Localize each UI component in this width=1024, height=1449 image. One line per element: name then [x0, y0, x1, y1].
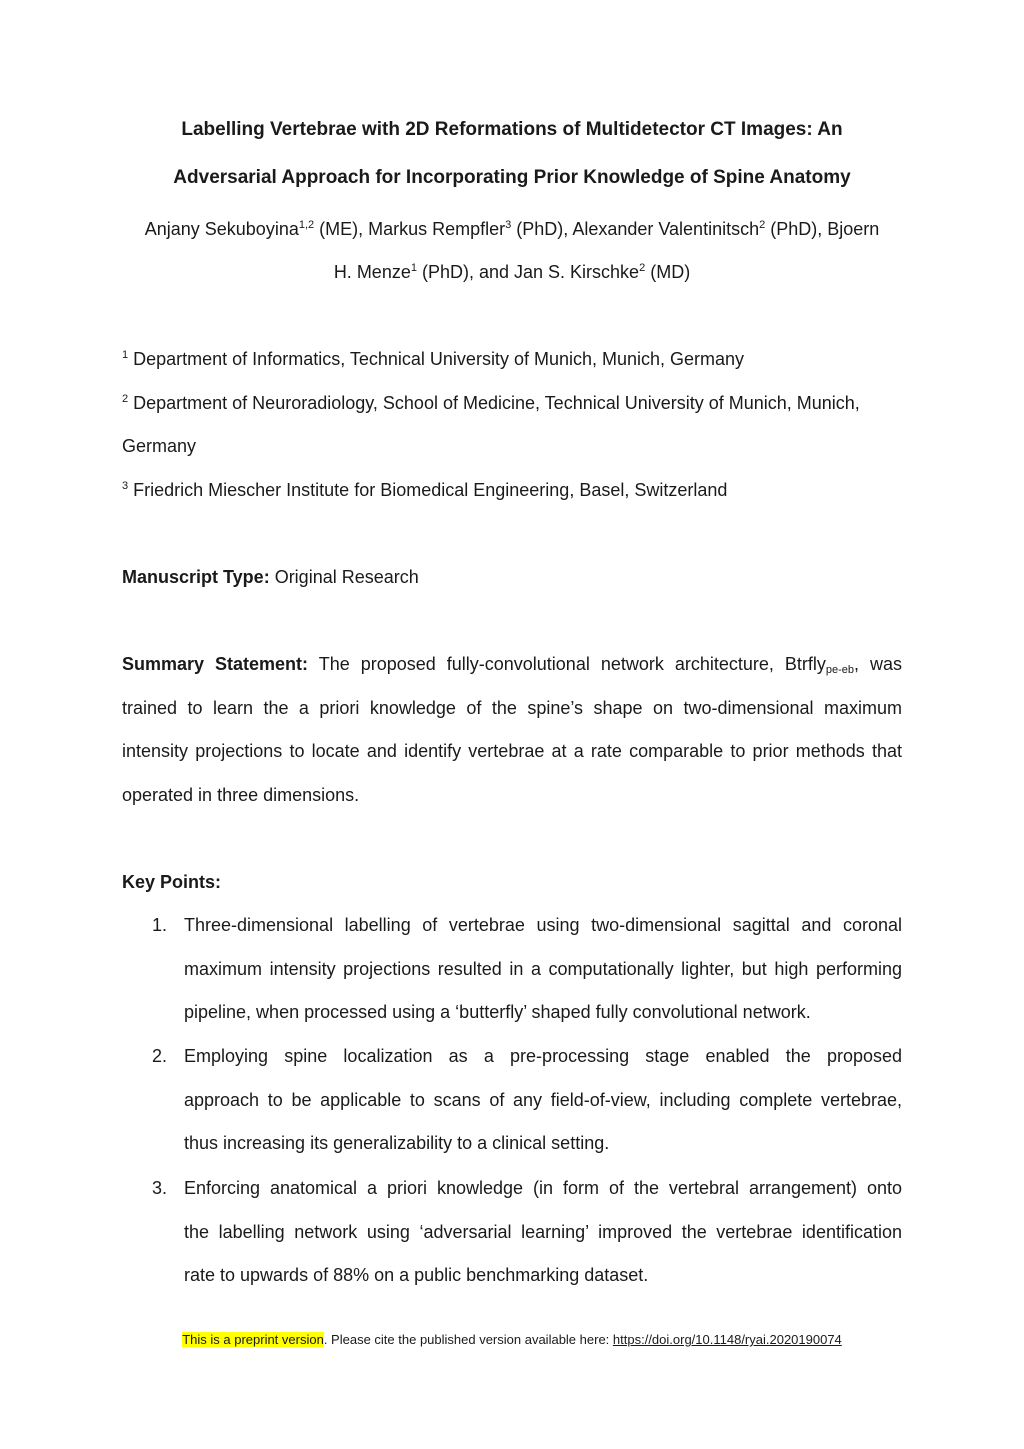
- key-point-1-line-2: maximum intensity projections resulted in a computationally lighter, but high performing: [184, 959, 902, 979]
- affiliation-number: 2: [122, 393, 129, 405]
- affiliation-3: [122, 480, 902, 501]
- summary-text-end: , was: [854, 654, 902, 674]
- author-affil-sup: 2: [759, 219, 766, 231]
- key-point-3-line-2: the labelling network using ‘adversarial learning’ improved the vertebrae identification: [184, 1222, 902, 1242]
- key-point-2-line-2: approach to be applicable to scans of any field-of-view, including complete vertebrae,: [184, 1090, 902, 1110]
- preprint-note: . Please cite the published version available here:: [323, 1332, 613, 1347]
- key-point-2-line-3: thus increasing its generalizability to a clinical setting.: [184, 1133, 610, 1153]
- preprint-highlight: This is a preprint version: [182, 1332, 324, 1347]
- key-point-number: 1.: [152, 915, 168, 935]
- summary-line-2: trained to learn the a priori knowledge of the spine’s shape on two-dimensional maximum: [122, 698, 902, 718]
- key-point-2-line-1: Employing spine localization as a pre-processing stage enabled the proposed: [184, 1046, 902, 1066]
- affiliation-1: [122, 349, 902, 370]
- key-point-1-line-1: Three-dimensional labelling of vertebrae using two-dimensional sagittal and coronal: [184, 915, 902, 935]
- affiliation-number: 1: [122, 349, 129, 361]
- author-line-1: [0, 219, 1024, 240]
- key-point-1-line-3: pipeline, when processed using a ‘butterfly’ shaped fully convolutional network.: [184, 1002, 811, 1022]
- author-degree: (PhD),: [511, 219, 573, 239]
- affiliation-2-continued: Germany: [122, 436, 197, 456]
- affiliation-text: Department of Informatics, Technical University of Munich, Munich, Germany: [128, 349, 745, 369]
- author-name: Jan S. Kirschke: [514, 262, 640, 282]
- summary-subscript: pe-eb: [825, 664, 854, 676]
- author-affil-sup: 1,2: [298, 219, 315, 231]
- preprint-footer: [0, 1332, 1024, 1347]
- author-affil-sup: 3: [505, 219, 512, 231]
- affiliation-2: [122, 393, 902, 414]
- manuscript-type-value: Original Research: [269, 567, 419, 587]
- summary-line-4: operated in three dimensions.: [122, 785, 360, 805]
- affiliation-number: 3: [122, 480, 129, 492]
- author-degree: (PhD), Bjoern: [765, 219, 880, 239]
- key-point-number: 2.: [152, 1046, 168, 1066]
- manuscript-type: [122, 567, 902, 588]
- summary-text: The proposed fully-convolutional network architecture, Btrfly: [308, 654, 826, 674]
- author-name: Anjany Sekuboyina: [144, 219, 299, 239]
- summary-line-3: intensity projections to locate and identify vertebrae at a rate comparable to prior methods that: [122, 741, 902, 761]
- author-degree: (MD): [645, 262, 691, 282]
- affiliation-text: Friedrich Miescher Institute for Biomedical Engineering, Basel, Switzerland: [128, 480, 728, 500]
- paper-title-line-1: Labelling Vertebrae with 2D Reformations of Multidetector CT Images: An: [181, 119, 843, 140]
- key-point-3-line-3: rate to upwards of 88% on a public benchmarking dataset.: [184, 1265, 649, 1285]
- summary-label: Summary Statement:: [122, 654, 309, 674]
- key-points-heading: Key Points:: [122, 872, 222, 892]
- key-point-3-line-1: Enforcing anatomical a priori knowledge (in form of the vertebral arrangement) onto: [184, 1178, 902, 1198]
- author-name: Markus Rempfler: [368, 219, 506, 239]
- author-line-2: [0, 262, 1024, 283]
- author-degree: (ME),: [314, 219, 369, 239]
- author-degree: (PhD), and: [416, 262, 515, 282]
- key-point-number: 3.: [152, 1178, 168, 1198]
- author-name: H. Menze: [333, 262, 411, 282]
- paper-title-line-2: Adversarial Approach for Incorporating Prior Knowledge of Spine Anatomy: [173, 167, 851, 188]
- author-affil-sup: 1: [410, 262, 417, 274]
- summary-line-1: [122, 654, 902, 675]
- manuscript-type-label: Manuscript Type:: [122, 567, 270, 587]
- doi-link[interactable]: https://doi.org/10.1148/ryai.2020190074: [612, 1332, 842, 1347]
- affiliation-text: Department of Neuroradiology, School of Medicine, Technical University of Munich, Munich,: [128, 393, 860, 413]
- author-affil-sup: 2: [639, 262, 646, 274]
- author-name: Alexander Valentinitsch: [572, 219, 760, 239]
